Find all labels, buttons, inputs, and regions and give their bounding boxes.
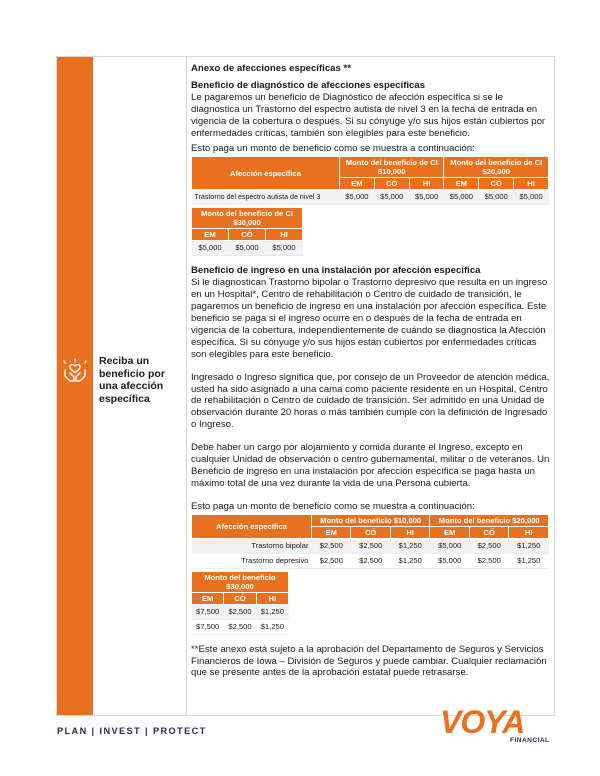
subcol-header: HI — [390, 526, 430, 538]
admission-table — [191, 514, 549, 569]
cell: $5,000 — [228, 241, 265, 256]
subcol-header: CÓ — [469, 526, 508, 538]
group-header: Monto del beneficio de CI $30,000 — [192, 208, 303, 229]
cell: $1,250 — [509, 538, 549, 553]
table-row — [192, 241, 303, 256]
subcol-header: EM — [430, 526, 469, 538]
admission-body-2: Ingresado o Ingreso significa que, por consejo de un Proveedor de atención médica, usted ha sido asignado a una cama como paciente residente en un Hospital, Centro de rehabilitación o Centro de cuidado de transición. Ser admitido en una Unidad de observación durante 20 horas o más también cumple con la definición de Ingresado o Ingreso. — [191, 371, 550, 431]
cell: $2,500 — [312, 538, 351, 553]
cell: $7,500 — [192, 604, 224, 619]
admission-table-30k — [191, 571, 289, 635]
benefit-frame — [56, 56, 555, 716]
cell: $2,500 — [469, 538, 508, 553]
diagnosis-table-30k — [191, 207, 303, 256]
col-header: Afección específica — [192, 514, 312, 538]
subcol-header: EM — [444, 178, 479, 190]
section-label-cell — [93, 57, 187, 715]
cell: $1,250 — [390, 553, 430, 568]
subcol-header: HI — [256, 592, 288, 604]
cell: $5,000 — [430, 553, 469, 568]
admission-title: Beneficio de ingreso en una instalación por afección específica — [191, 265, 481, 277]
subcol-header: EM — [192, 229, 229, 241]
cell: $1,250 — [509, 553, 549, 568]
cell: $5,000 — [444, 190, 479, 205]
cell: $2,500 — [351, 553, 390, 568]
admission-body-1: Si le diagnostican Trastorno bipolar o Trastorno depresivo que resulta en un ingreso en un Hospital*, Centro de rehabilitación o Centro de cuidado de transición, le pagaremos un beneficio de ingreso en una instalación por afección específica. Este beneficio se paga si el ingreso ocurre en o después de la fecha de entrada en vigencia de la cobertura, independientemente de cuándo se diagnostica la Afección específica. Si su cónyuge y/o sus hijos están cubiertos por enfermedades críticas son elegibles para este beneficio. — [191, 277, 548, 360]
subcol-header: CÓ — [224, 592, 256, 604]
diagnosis-title: Beneficio de diagnóstico de afecciones específicas — [191, 79, 426, 91]
accent-rail — [57, 57, 93, 715]
cell: $5,000 — [374, 190, 409, 205]
group-header: Monto del beneficio $30,000 — [192, 571, 289, 592]
cell: $7,500 — [192, 619, 224, 634]
subcol-header: CÓ — [228, 229, 265, 241]
col-header: Afección específica — [192, 157, 340, 190]
diagnosis-table — [191, 156, 549, 205]
admission-intro: Esto paga un monto de beneficio como se muestra a continuación: — [191, 500, 475, 512]
subcol-header: EM — [192, 592, 224, 604]
cell: $5,000 — [340, 190, 375, 205]
group-header: Monto del beneficio de CI $20,000 — [444, 157, 549, 178]
cell: $2,500 — [224, 619, 256, 634]
cell: $5,000 — [265, 241, 302, 256]
cell: $5,000 — [409, 190, 444, 205]
hands-heart-icon — [61, 357, 89, 385]
diagnosis-intro: Esto paga un monto de beneficio como se muestra a continuación: — [191, 143, 475, 155]
subcol-header: CÓ — [479, 178, 514, 190]
cell: $5,000 — [430, 538, 469, 553]
cell: $2,500 — [312, 553, 351, 568]
logo-wordmark: VOYA — [440, 704, 525, 740]
logo-subtitle: FINANCIAL — [510, 737, 550, 744]
cell: $1,250 — [256, 619, 288, 634]
subcol-header: HI — [265, 229, 302, 241]
group-header: Monto del beneficio de CI $10,000 — [340, 157, 444, 178]
subcol-header: EM — [340, 178, 375, 190]
cell: $2,500 — [351, 538, 390, 553]
subcol-header: HI — [509, 526, 549, 538]
row-label: Trastorno depresivo — [192, 553, 312, 568]
content-column — [191, 63, 553, 679]
section-label: Reciba un beneficio por una afección específica — [99, 355, 165, 405]
row-label: Trastorno del espectro autista de nivel 3 — [192, 190, 340, 205]
rider-header: Anexo de afecciones específicas ** — [191, 63, 351, 74]
group-header: Monto del beneficio $10,000 — [312, 514, 430, 526]
admission-body-3: Debe haber un cargo por alojamiento y comida durante el Ingreso, excepto en cualquier Unidad de observación o centro gubernamental, militar o de veteranos. Un Beneficio de ingreso en una instalación por afección específica se paga hasta un máximo total de una vez durante la vida de una Persona cubierta. — [191, 442, 550, 489]
diagnosis-body: Le pagaremos un beneficio de Diagnóstico de afección específica si se le diagnostica un Trastorno del espectro autista de nivel 3 en la fecha de entrada en vigencia de la cobertura o después. Si su cónyuge y/o sus hijos están cubiertos por enfermedades críticas, también son elegibles para este beneficio. — [191, 91, 546, 139]
subcol-header: HI — [409, 178, 444, 190]
table-row — [192, 553, 549, 568]
footnote: **Este anexo está sujeto a la aprobación del Departamento de Seguros y Servicios Financieros de Iowa – División de Seguros y puede cambiar. Cualquier reclamación que se presente antes de la aprobación estatal puede retrasarse. — [191, 643, 547, 679]
subcol-header: CÓ — [351, 526, 390, 538]
subcol-header: HI — [514, 178, 549, 190]
group-header: Monto del beneficio $20,000 — [430, 514, 549, 526]
cell: $2,500 — [224, 604, 256, 619]
footer-tagline: PLAN | INVEST | PROTECT — [57, 726, 207, 736]
cell: $5,000 — [514, 190, 549, 205]
subcol-header: EM — [312, 526, 351, 538]
voya-logo — [440, 704, 554, 744]
cell: $5,000 — [192, 241, 229, 256]
table-row — [192, 190, 549, 205]
subcol-header: CÓ — [374, 178, 409, 190]
cell: $1,250 — [390, 538, 430, 553]
row-label: Trastorno bipolar — [192, 538, 312, 553]
cell: $2,500 — [469, 553, 508, 568]
table-row — [192, 604, 289, 619]
table-row — [192, 619, 289, 634]
cell: $1,250 — [256, 604, 288, 619]
cell: $5,000 — [479, 190, 514, 205]
table-row — [192, 538, 549, 553]
